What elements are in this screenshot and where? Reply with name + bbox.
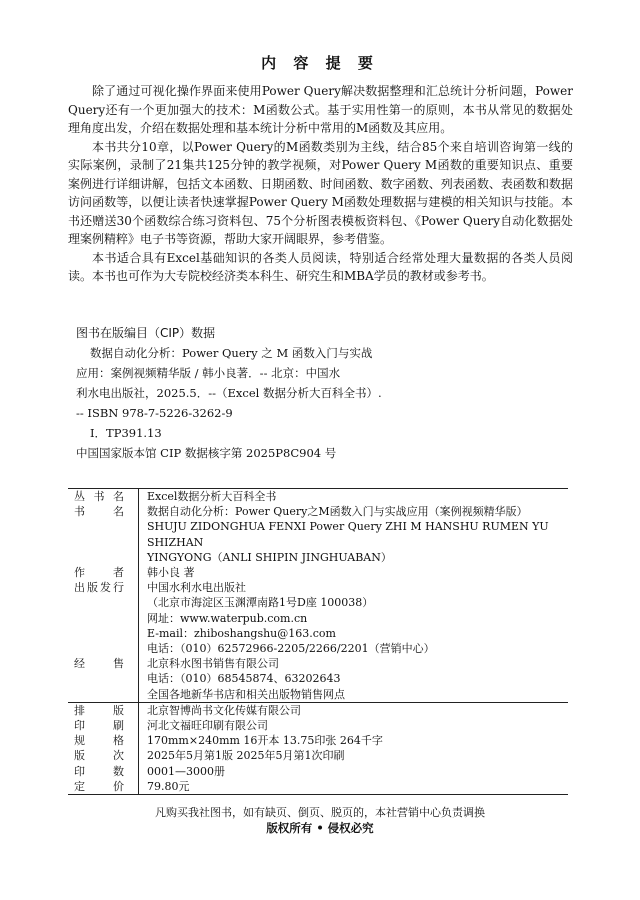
cip-line: 利水电出版社，2025.5．--（Excel 数据分析大百科全书）. [76,386,382,400]
typesetting: 北京智博尚书文化传媒有限公司 [139,702,569,718]
cip-line: -- ISBN 978-7-5226-3262-9 [76,406,233,420]
replacement-notice: 凡购买我社图书，如有缺页、倒页、脱页的，本社营销中心负责调换 [155,806,485,819]
label-author: 作 者 [74,566,124,580]
format: 170mm×240mm 16开本 13.75印张 264千字 [139,733,569,748]
cip-line: 数据自动化分析：Power Query 之 M 函数入门与实战 [90,346,373,360]
cip-line: 应用：案例视频精华版 / 韩小良著．-- 北京：中国水 [76,366,341,380]
distributor: 北京科水图书销售有限公司 电话：（010）68545874、63202643 全国各地新华书店和相关出版物销售网点 [139,656,569,702]
summary-title: 内 容 提 要 [261,54,379,72]
book-title: 数据自动化分析：Power Query之M函数入门与实战应用（案例视频精华版） SHUJU ZIDONGHUA FENXI Power Query ZHI M HANSHU RUMEN YU SHIZHAN YINGYONG（ANLI SHIPIN JINGHUABAN） [139,504,569,565]
label-format: 规 格 [74,734,124,748]
copyright-notice: 版权所有 • 侵权必究 [266,821,374,835]
cip-heading: 图书在版编目（CIP）数据 [76,326,216,340]
publication-info-table [68,488,568,795]
label-printing: 印 刷 [74,719,124,733]
printer: 河北文福旺印刷有限公司 [139,718,569,733]
label-print-run: 印 数 [74,764,124,778]
cip-record-number: 中国国家版本馆 CIP 数据核字第 2025P8C904 号 [76,446,337,460]
edition: 2025年5月第1版 2025年5月第1次印刷 [139,748,569,763]
cip-classification: Ⅰ．TP391.13 [90,426,162,440]
label-price: 定 价 [68,779,139,795]
summary-body [68,82,573,286]
print-run: 0001—3000册 [139,764,569,779]
label-edition: 版 次 [74,749,124,763]
intro-paragraph: 本书共分10章，以Power Query的M函数类别为主线，结合85个来自培训咨询第一线的实际案例，录制了21集共125分钟的教学视频，对Power Query M函数的重要知识点、重要案例进行详细讲解，包括文本函数、日期函数、时间函数、数字函数、列表函数、表函数和数据访问函数等，以便让读者快速掌握Power Query M函数处理数据与建模的相关知识与技能。本书还赠送30个函数综合练习资料包、75个分析图表模板资料包、《Power Query自动化数据处理案例精粹》电子书等资源，帮助大家开阔眼界，参考借鉴。 [68,139,573,246]
label-series: 丛 书 名 [68,489,139,505]
price: 79.80元 [139,779,569,795]
series-name: Excel数据分析大百科全书 [139,489,569,505]
cip-block [76,323,536,463]
label-distributor: 经 售 [74,657,124,671]
author: 韩小良 著 [139,565,569,580]
label-publisher: 出 版 发 行 [74,581,124,595]
publisher: 中国水利水电出版社 （北京市海淀区玉渊潭南路1号D座 100038） 网址：www.waterpub.com.cn E-mail：zhiboshangshu@163.com 电话：（010）62572966-2205/2266/2201（营销中心） [139,580,569,656]
intro-paragraph: 除了通过可视化操作界面来使用Power Query解决数据整理和汇总统计分析问题，Power Query还有一个更加强大的技术：M函数公式。基于实用性第一的原则，本书从常见的数据处理角度出发，介绍在数据处理和基本统计分析中常用的M函数及其应用。 [68,84,573,135]
label-book-title: 书 名 [74,505,124,519]
label-typesetting: 排 版 [68,702,139,718]
intro-paragraph: 本书适合具有Excel基础知识的各类人员阅读，特别适合经常处理大量数据的各类人员阅读。本书也可作为大专院校经济类本科生、研究生和MBA学员的教材或参考书。 [68,250,573,283]
